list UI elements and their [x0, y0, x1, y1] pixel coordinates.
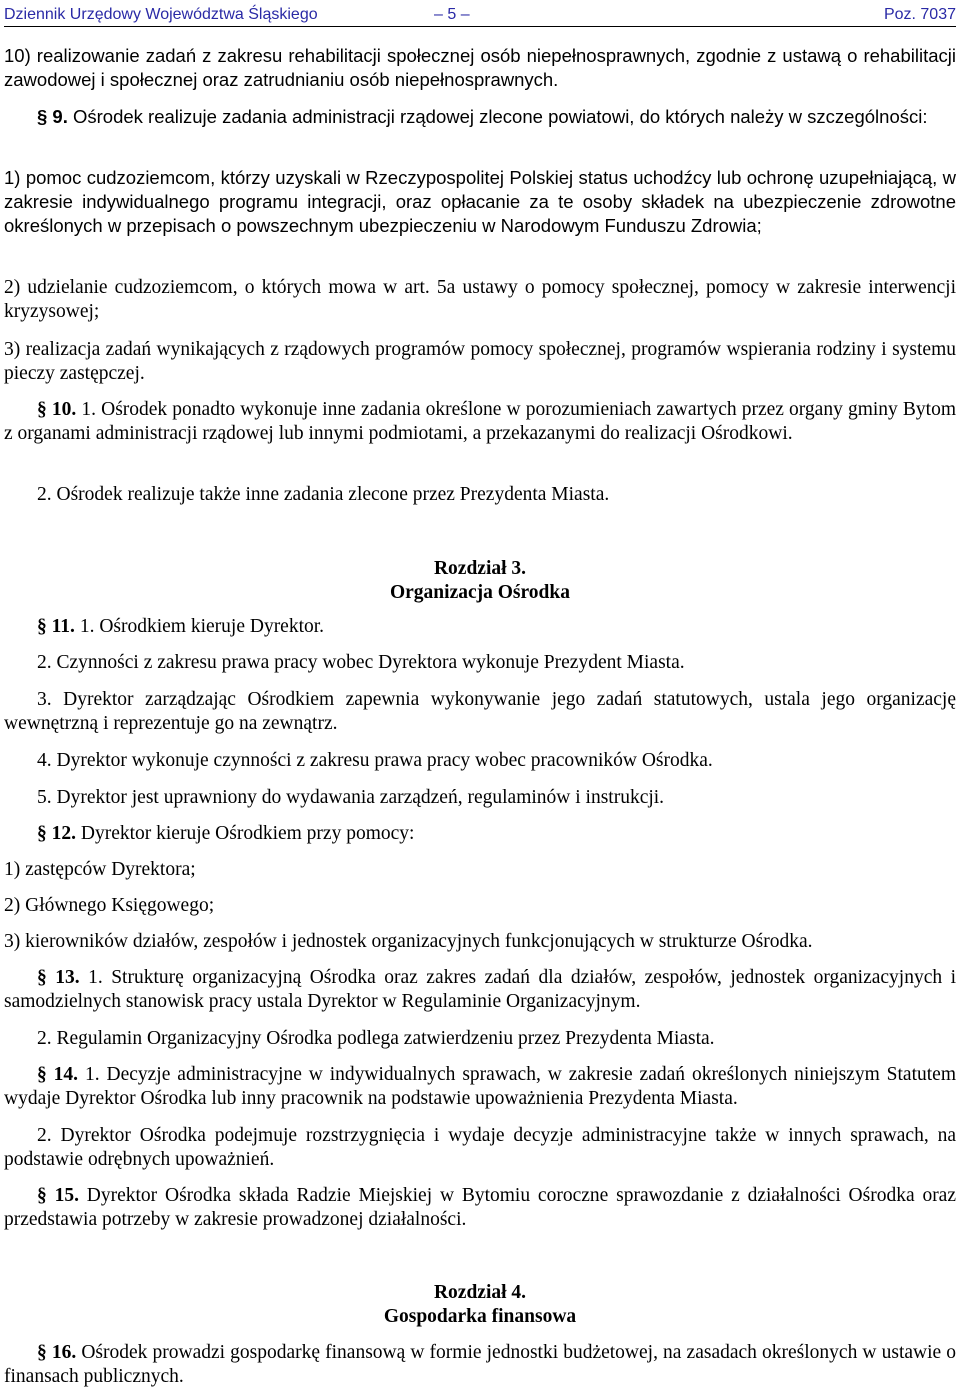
chapter-4-title: Rozdział 4.	[433, 1282, 527, 1303]
section-15-paragraph	[4, 1184, 956, 1232]
section-9-intro	[4, 105, 956, 129]
section-11-text: 1. Ośrodkiem kieruje Dyrektor.	[74, 616, 325, 637]
section-10-paragraph-1	[4, 398, 956, 446]
section-13-number: § 13.	[37, 967, 80, 988]
section-12-item-1: 1) zastępców Dyrektora;	[4, 859, 196, 880]
section-13-paragraph-2: 2. Regulamin Organizacyjny Ośrodka podlega zatwierdzeniu przez Prezydenta Miasta.	[37, 1028, 715, 1049]
section-11-paragraph-2: 2. Czynności z zakresu prawa pracy wobec Dyrektora wykonuje Prezydent Miasta.	[37, 652, 685, 673]
page-header	[4, 0, 956, 27]
chapter-3-subtitle: Organizacja Ośrodka	[389, 582, 570, 603]
section-14-number: § 14.	[37, 1064, 79, 1085]
section-12-item-3: 3) kierowników działów, zespołów i jednostek organizacyjnych funkcjonujących w strukturze Ośrodka.	[4, 931, 813, 952]
section-9-item-2: 2) udzielanie cudzoziemcom, o których mowa w art. 5a ustawy o pomocy społecznej, pomocy w zakresie interwencji kryzysowej;	[4, 277, 956, 322]
section-10-text: 1. Ośrodek ponadto wykonuje inne zadania określone w porozumieniach zawartych przez organy gminy Bytom z organami administracji rządowej lub innymi podmiotami, a przekazanymi do realizacji Ośrodkowi.	[4, 399, 957, 444]
section-10-number: § 10.	[37, 399, 77, 420]
page-number: – 5 –	[434, 6, 470, 23]
section-11-paragraph-3: 3. Dyrektor zarządzając Ośrodkiem zapewnia wykonywanie jego zadań statutowych, ustala jego organizację wewnętrzną i reprezentuje go na zewnątrz.	[4, 689, 956, 734]
section-12-number: § 12.	[37, 823, 76, 844]
section-16-number: § 16.	[37, 1342, 77, 1363]
section-11-paragraph-4: 4. Dyrektor wykonuje czynności z zakresu prawa pracy wobec pracowników Ośrodka.	[37, 750, 713, 771]
section-12-intro	[4, 822, 956, 846]
section-9-item-1: 1) pomoc cudzoziemcom, którzy uzyskali w Rzeczypospolitej Polskiej status uchodźcy lub ochronę uzupełniającą, w zakresie indywidualnego programu integracji, oraz opłacanie za te osoby składek na ubezpieczenie zdrowotne określonych w przepisach o powszechnym ubezpieczeniu w Narodowym Funduszu Zdrowia;	[4, 167, 956, 236]
section-10-paragraph-2: 2. Ośrodek realizuje także inne zadania zlecone przez Prezydenta Miasta.	[37, 484, 610, 505]
section-13-text: 1. Strukturę organizacyjną Ośrodka oraz zakres zadań dla działów, zespołów, jednostek organizacyjnych i samodzielnych stanowisk pracy ustala Dyrektor w Regulaminie Organizacyjnym.	[4, 967, 957, 1012]
section-11-paragraph-1	[4, 615, 956, 639]
journal-title: Dziennik Urzędowy Województwa Śląskiego	[4, 6, 318, 23]
section-9-text: Ośrodek realizuje zadania administracji rządowej zlecone powiatowi, do których należy w szczególności:	[67, 106, 928, 127]
section-11-paragraph-5: 5. Dyrektor jest uprawniony do wydawania zarządzeń, regulaminów i instrukcji.	[37, 787, 665, 808]
section-16-paragraph	[4, 1341, 956, 1389]
position-number: Poz. 7037	[883, 6, 956, 23]
section-16-text: Ośrodek prowadzi gospodarkę finansową w formie jednostki budżetowej, na zasadach określonych w ustawie o finansach publicznych.	[4, 1342, 957, 1387]
section-14-paragraph-2: 2. Dyrektor Ośrodka podejmuje rozstrzygnięcia i wydaje decyzje administracyjne także w innych sprawach, na podstawie odrębnych upoważnień.	[4, 1125, 956, 1170]
section-13-paragraph-1	[4, 966, 956, 1014]
section-11-number: § 11.	[37, 616, 75, 637]
chapter-4-subtitle: Gospodarka finansowa	[383, 1306, 577, 1327]
section-12-item-2: 2) Głównego Księgowego;	[4, 895, 215, 916]
chapter-3-title: Rozdział 3.	[433, 558, 527, 579]
section-9-number: § 9.	[37, 106, 68, 127]
section-14-text: 1. Decyzje administracyjne w indywidualnych sprawach, w zakresie zadań określonych niniejszym Statutem wydaje Dyrektor Ośrodka lub inny pracownik na podstawie upoważnienia Prezydenta Miasta.	[4, 1064, 956, 1109]
item-10-paragraph: 10) realizowanie zadań z zakresu rehabilitacji społecznej osób niepełnosprawnych, zgodnie z ustawą o rehabilitacji zawodowej i społecznej oraz zatrudnianiu osób niepełnosprawnych.	[4, 45, 956, 90]
section-9-item-3: 3) realizacja zadań wynikających z rządowych programów pomocy społecznej, programów wspierania rodziny i systemu pieczy zastępczej.	[4, 339, 956, 384]
section-12-text: Dyrektor kieruje Ośrodkiem przy pomocy:	[76, 823, 415, 844]
section-14-paragraph-1	[4, 1063, 956, 1111]
section-15-text: Dyrektor Ośrodka składa Radzie Miejskiej w Bytomiu coroczne sprawozdanie z działalności Ośrodka oraz przedstawia potrzeby w zakresie prowadzonej działalności.	[4, 1185, 956, 1230]
section-15-number: § 15.	[37, 1185, 79, 1206]
